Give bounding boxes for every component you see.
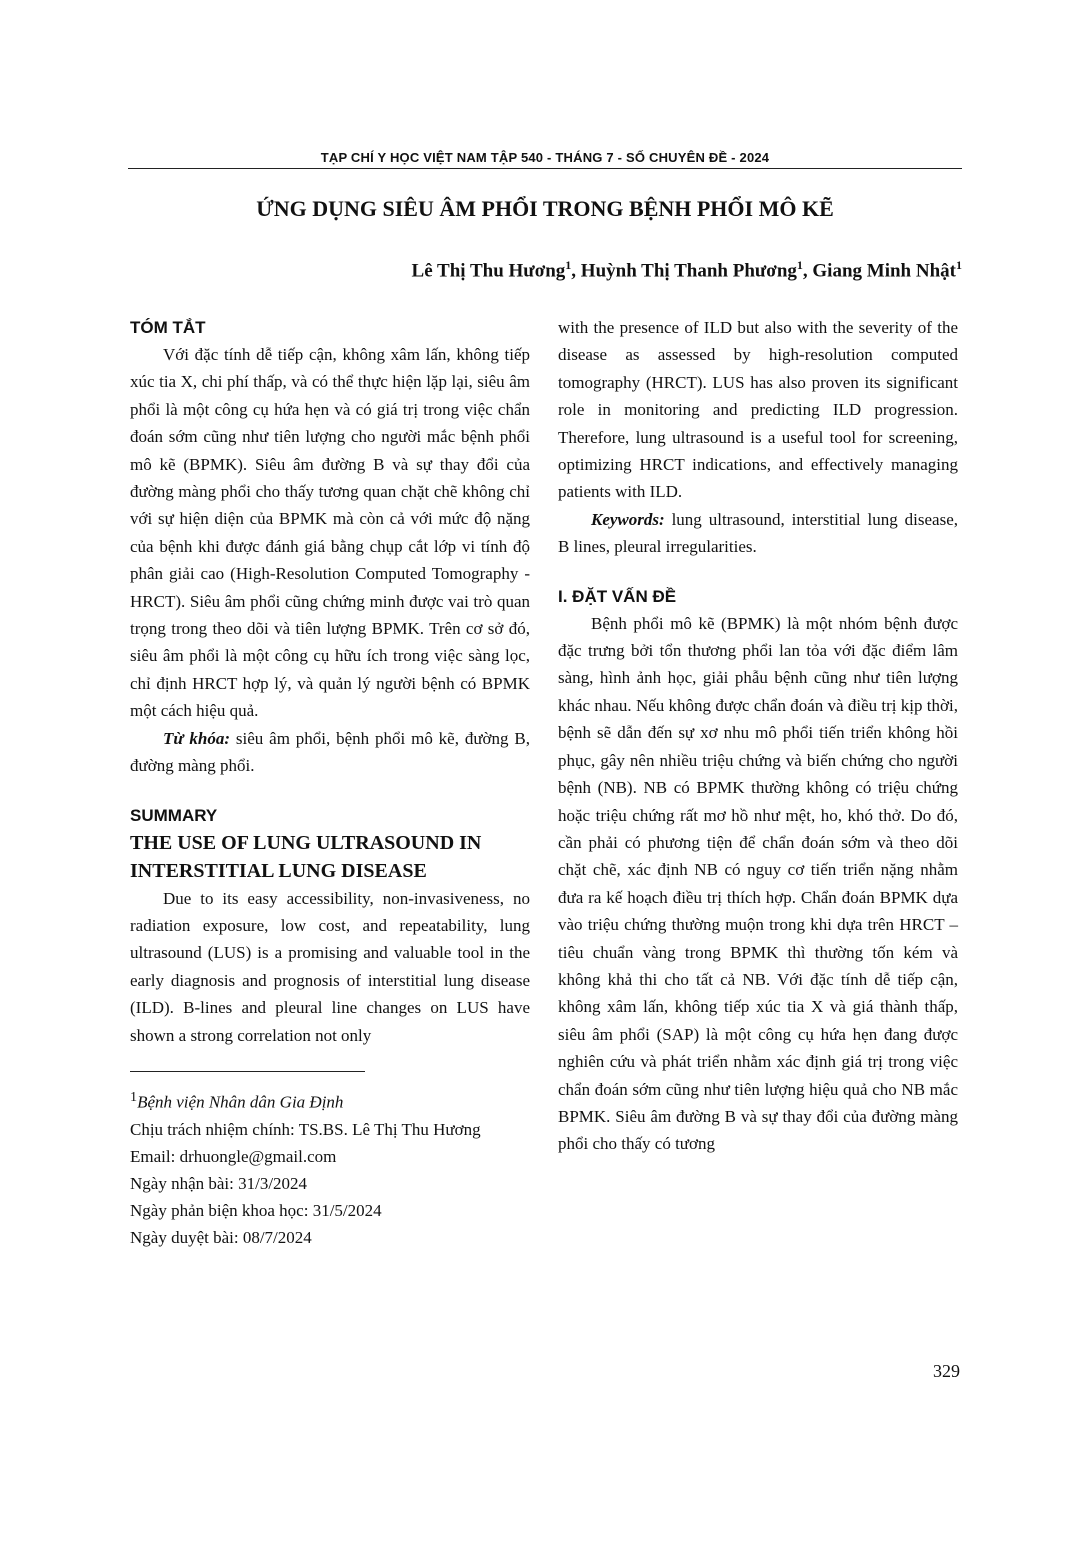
footnote-line: Chịu trách nhiệm chính: TS.BS. Lê Thị Thu Hương xyxy=(130,1119,481,1139)
keywords-en: lung ultrasound, interstitial lung disease, B lines, pleural irregularities. xyxy=(558,509,958,557)
author-affiliation-mark: 1 xyxy=(796,258,803,272)
section-1-body: Bệnh phổi mô kẽ (BPMK) là một nhóm bệnh được đặc trưng bởi tổn thương phổi lan tỏa với đặc điểm lâm sàng, hình ảnh học, giải phẫu bệnh cũng như tiên lượng khác nhau. Nếu không được chẩn đoán và điều trị kịp thời, bệnh sẽ dẫn đến sự xơ nhu mô phổi tiến triển không hồi phục, gây nên nhiều triệu chứng và biến chứng cho người bệnh (NB). NB có BPMK thường không có triệu chứng hoặc triệu chứng rất mơ hồ như mệt, ho, khó thở. Do đó, cần phải có phương tiện để chẩn đoán sớm và theo dõi chặt chẽ, xác định NB có nguy cơ tiến triển nặng nhằm đưa ra kế hoạch điều trị thích hợp. Chẩn đoán BPMK dựa vào triệu chứng thường muộn trong khi dựa trên HRCT – tiêu chuẩn vàng trong BPMK thì thường tốn kém và không khả thi cho tất cả NB. Với đặc tính dễ tiếp cận, không xâm lấn, không tiếp xúc tia X và giá thành thấp, siêu âm phổi (SAP) là một công cụ hứa hẹn đang được nghiên cứu và phát triển nhằm xác định giá trị trong việc chẩn đoán sớm cũng như tiên lượng hiệu quả cho NB mắc BPMK. Siêu âm đường B và sự thay đổi của đường màng phổi cho thấy có tương xyxy=(558,613,958,1154)
summary-heading: SUMMARY xyxy=(130,805,218,825)
author-separator: , xyxy=(802,260,813,282)
keywords-label-vi: Từ khóa: xyxy=(163,728,231,748)
tom-tat-keywords xyxy=(130,725,530,780)
summary-body-part2: with the presence of ILD but also with the severity of the disease as assessed by high-resolution computed tomography (HRCT). LUS has also proven its significant role in monitoring and predicting ILD progression. Therefore, lung ultrasound is a useful tool for screening, optimizing HRCT indications, and effectively managing patients with ILD. xyxy=(558,318,958,502)
summary-keywords xyxy=(558,506,958,561)
summary-title-line1: THE USE OF LUNG ULTRASOUND IN xyxy=(130,831,482,854)
footnote-line: Ngày duyệt bài: 08/7/2024 xyxy=(130,1227,312,1247)
left-column xyxy=(130,314,530,1251)
footnote xyxy=(130,1084,530,1251)
tom-tat-body: Với đặc tính dễ tiếp cận, không xâm lấn, không tiếp xúc tia X, chi phí thấp, và có thể thực hiện lặp lại, siêu âm phổi là một công cụ hứa hẹn và có giá trị trong việc chẩn đoán sớm cũng như tiên lượng cho người mắc bệnh phổi mô kẽ (BPMK). Siêu âm đường B và sự thay đổi của đường màng phổi cho thấy tương quan chặt chẽ không chỉ với sự hiện diện của BPMK mà còn cả với mức độ nặng của bệnh khi được đánh giá bằng chụp cắt lớp vi tính độ phân giải cao (High-Resolution Computed Tomography - HRCT). Siêu âm phổi cũng chứng minh được vai trò quan trọng trong theo dõi và tiên lượng BPMK. Trên cơ sở đó, siêu âm phổi là một công cụ hữu ích trong việc sàng lọc, chỉ định HRCT hợp lý, và quản lý người bệnh có BPMK một cách hiệu quả. xyxy=(130,345,530,721)
section-1-heading: I. ĐẶT VẤN ĐỀ xyxy=(558,586,677,606)
footnote-affiliation: Bệnh viện Nhân dân Gia Định xyxy=(137,1092,344,1112)
footnote-line: Email: drhuongle@gmail.com xyxy=(130,1146,337,1166)
journal-header: TẠP CHÍ Y HỌC VIỆT NAM TẬP 540 - THÁNG 7 - SỐ CHUYÊN ĐỀ - 2024 xyxy=(320,150,770,165)
right-column xyxy=(558,314,958,1158)
footnote-mark: 1 xyxy=(130,1088,138,1105)
summary-title-line2: INTERSTITIAL LUNG DISEASE xyxy=(130,859,427,882)
author-affiliation-mark: 1 xyxy=(565,258,572,272)
author-separator: , xyxy=(571,260,581,282)
header-rule xyxy=(128,168,962,169)
author-list xyxy=(128,258,962,282)
keywords-label-en: Keywords: xyxy=(591,509,665,529)
footnote-rule xyxy=(130,1071,365,1072)
footnote-line: Ngày phản biện khoa học: 31/5/2024 xyxy=(130,1200,382,1220)
footnote-line: Ngày nhận bài: 31/3/2024 xyxy=(130,1173,308,1193)
author-name: Huỳnh Thị Thanh Phương xyxy=(580,260,797,282)
author-name: Lê Thị Thu Hương xyxy=(411,260,566,282)
footnote-affiliation-line xyxy=(130,1084,530,1116)
page-number: 329 xyxy=(933,1361,960,1381)
tom-tat-heading: TÓM TẮT xyxy=(130,318,206,337)
keywords-vi: siêu âm phổi, bệnh phổi mô kẽ, đường B, đường màng phổi. xyxy=(130,728,530,776)
author-name: Giang Minh Nhật xyxy=(812,260,956,282)
author-affiliation-mark: 1 xyxy=(956,258,962,272)
summary-body-part1: Due to its easy accessibility, non-invasiveness, no radiation exposure, low cost, and repeatability, lung ultrasound (LUS) is a promising and valuable tool in the early diagnosis and prognosis of interstitial lung disease (ILD). B-lines and pleural line changes on LUS have shown a strong correlation not only xyxy=(130,888,530,1045)
article-title: ỨNG DỤNG SIÊU ÂM PHỔI TRONG BỆNH PHỔI MÔ KẼ xyxy=(256,196,834,221)
